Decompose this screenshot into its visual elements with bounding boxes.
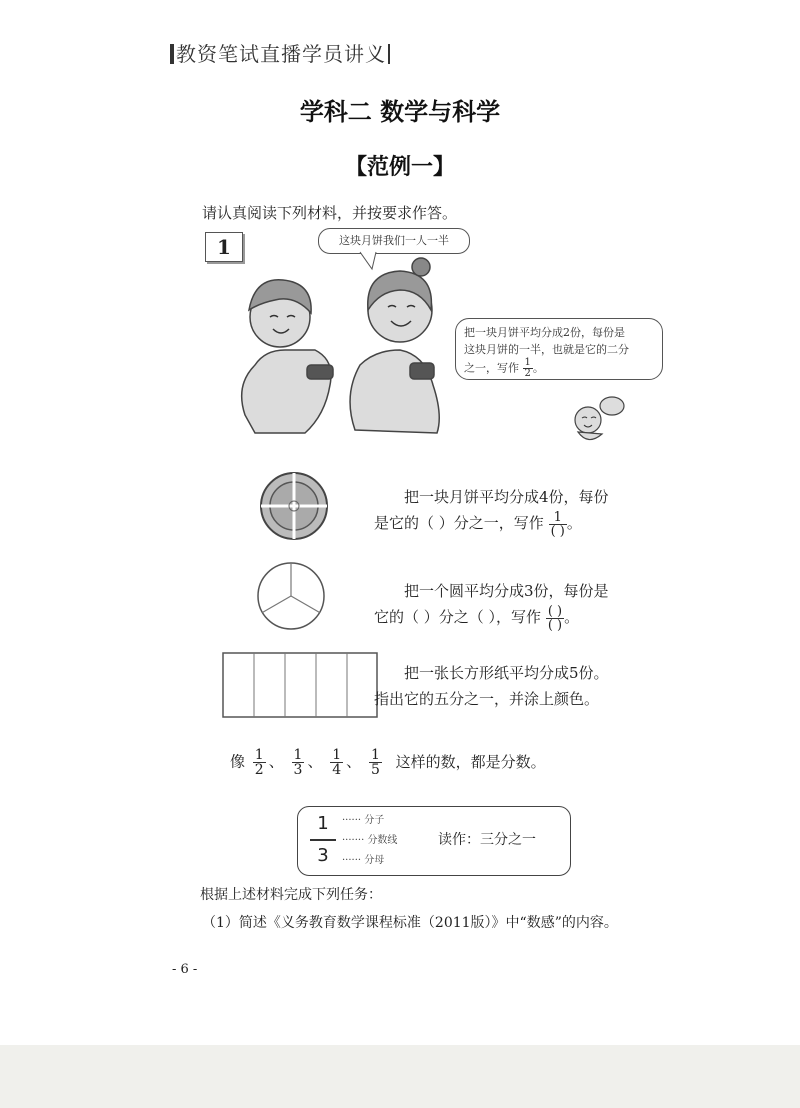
parts-denominator: 3 [317,845,329,866]
examples-separator: 、 [268,752,284,771]
examples-separator: 、 [346,752,362,771]
bubble1-tail [358,251,382,271]
exercise-2-line2: 它的（ ）分之（ ），写作 [374,608,542,626]
fairy-illustration [560,388,630,448]
example-fraction: $\frac{1}{5}$ [370,747,380,778]
handout-header [170,38,392,67]
bubble2-line3: 之一，写作 [464,361,519,375]
exercise-2 [374,578,674,632]
rectangle-5-parts [222,652,378,718]
instruction-text: 请认真阅读下列材料，并按要求作答。 [202,204,458,222]
parts-numerator: 1 [317,813,329,834]
subject-title: 学科二 数学与科学 [299,98,501,126]
example-fraction: $\frac{1}{2}$ [254,747,264,778]
bar-label: ······· 分数线 [342,835,398,846]
task-1: （1）简述《义务教育数学课程标准（2011版）》中“数感”的内容。 [202,915,618,931]
page-number: - 6 - [172,962,198,977]
bubble2-fraction: $\frac{1}{2}$ [524,357,531,379]
bubble2-line1: 把一块月饼平均分成2份，每份是 [464,326,625,339]
exercise-3 [374,660,674,712]
read-as-text: 读作：三分之一 [438,832,536,848]
header-bar-end [388,44,390,64]
bubble2-end: 。 [532,361,544,375]
numerator-label: ······ 分子 [342,815,385,826]
exercise-1-line1: 把一块月饼平均分成4份，每份 [404,488,609,506]
task-intro: 根据上述材料完成下列任务： [200,887,382,903]
panel-number: 1 [205,232,243,262]
speech-bubble-share: 这块月饼我们一人一半 [318,228,470,254]
fraction-examples [230,748,546,777]
header-title: 教资笔试直播学员讲义 [176,42,386,66]
examples-separator: 、 [307,752,323,771]
exercise-3-line1: 把一张长方形纸平均分成5份。 [404,664,609,682]
header-bar [170,44,174,64]
exercise-1 [374,484,674,538]
bubble2-line2: 这块月饼的一半，也就是它的二分 [464,343,629,356]
mooncake-4-parts [258,470,330,542]
children-illustration [225,255,465,445]
denominator-label: ······ 分母 [342,855,385,866]
example-fraction: $\frac{1}{4}$ [332,747,342,778]
scan-bottom-band [0,1045,800,1108]
exercise-2-fraction: $\frac{( )}{( )}$ [547,603,563,633]
example-fraction: $\frac{1}{3}$ [293,747,303,778]
exercise-1-line2: 是它的（ ）分之一，写作 [374,514,544,532]
circle-3-parts [255,560,327,632]
examples-suffix: 这样的数，都是分数。 [395,752,546,771]
exercise-3-line2: 指出它的五分之一，并涂上颜色。 [374,690,600,708]
examples-prefix: 像 [230,752,246,771]
fraction-parts-box [297,806,571,876]
exercise-2-end: 。 [564,608,580,626]
parts-fraction-bar [310,839,336,841]
exercise-1-end: 。 [566,514,582,532]
exercise-2-line1: 把一个圆平均分成3份，每份是 [404,582,609,600]
exercise-1-fraction: $\frac{1}{( )}$ [550,509,565,539]
speech-bubble-half [455,318,663,380]
example-title: 【范例一】 [344,155,455,180]
